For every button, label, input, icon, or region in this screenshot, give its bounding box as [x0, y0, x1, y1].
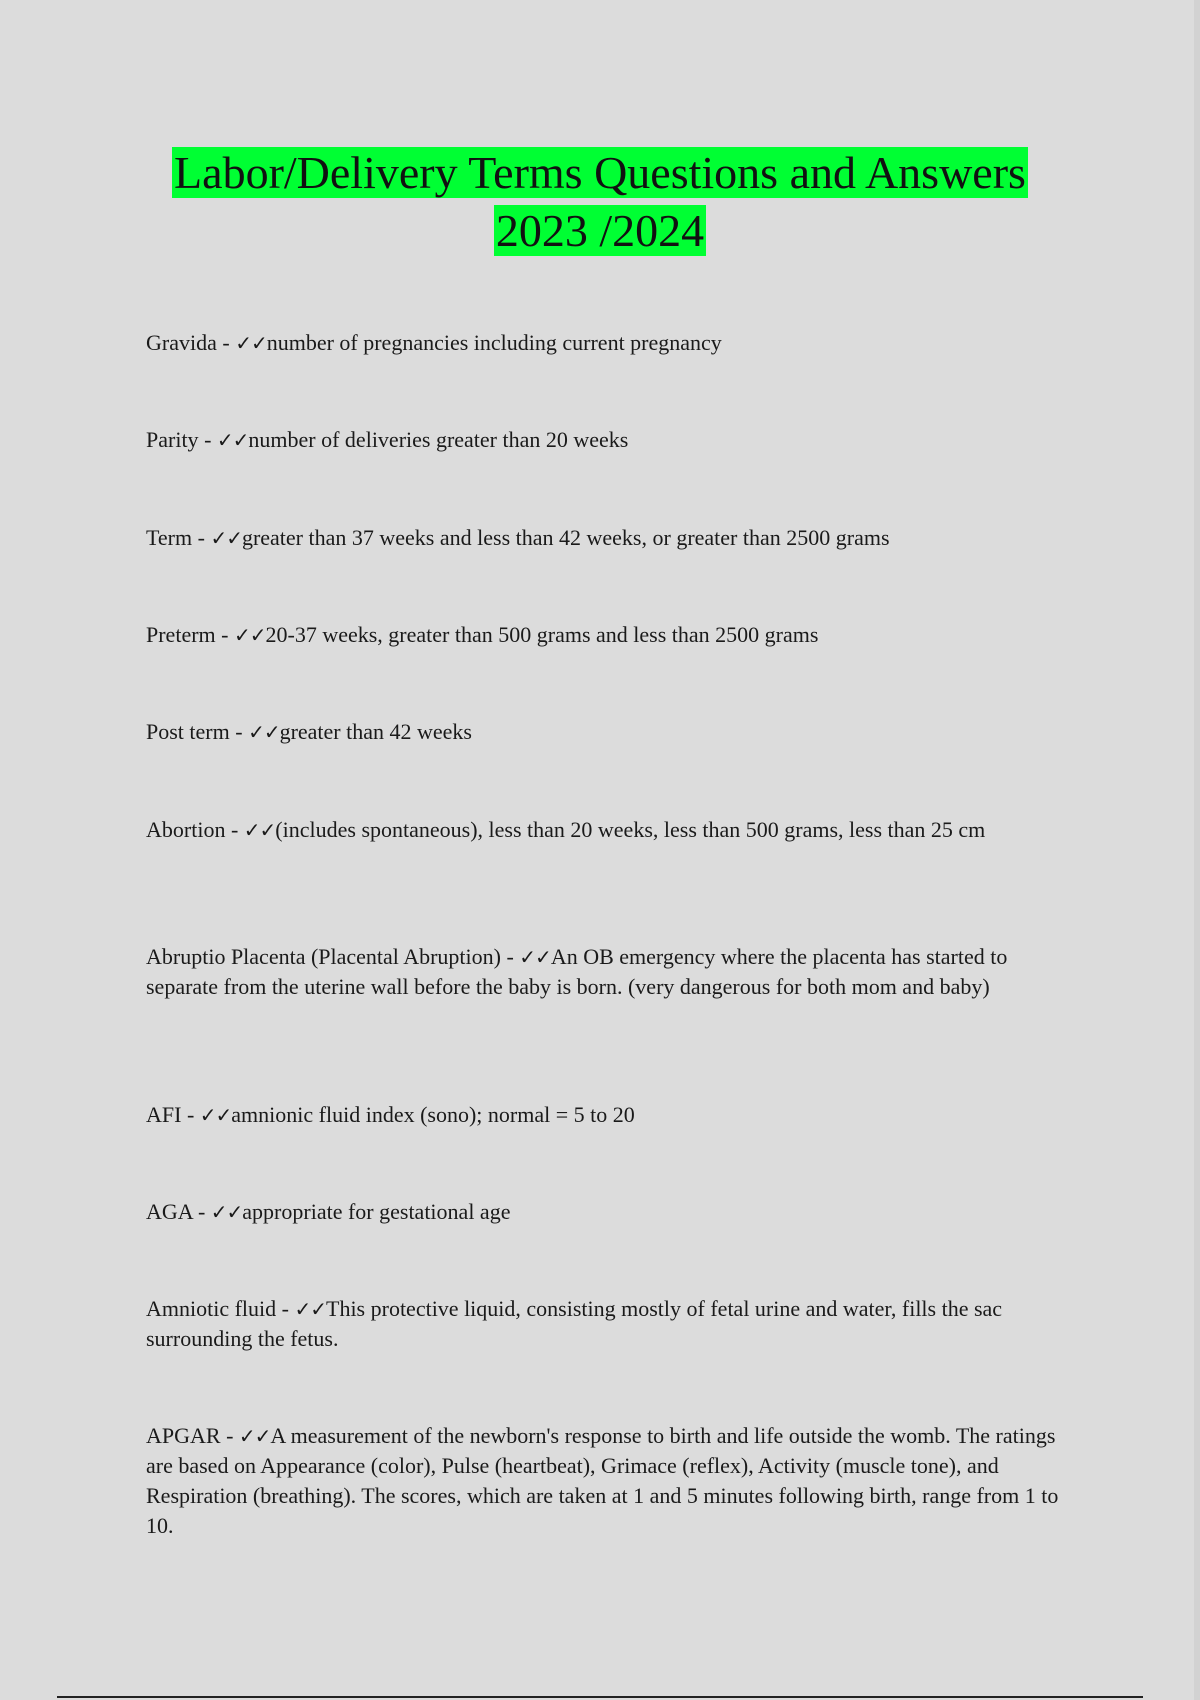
- term-name: Preterm: [146, 622, 216, 647]
- term-name: Amniotic fluid: [146, 1296, 277, 1321]
- double-check-icon: ✓✓: [216, 428, 249, 452]
- double-check-icon: ✓✓: [238, 1424, 271, 1448]
- term-name: Abortion: [146, 817, 226, 842]
- double-check-icon: ✓✓: [243, 818, 276, 842]
- double-check-icon: ✓✓: [199, 1103, 232, 1127]
- term-name: AFI: [146, 1102, 182, 1127]
- term-definition: amnionic fluid index (sono); normal = 5 to 20: [231, 1102, 635, 1127]
- term-entry: APGAR - ✓✓A measurement of the newborn's response to birth and life outside the womb. The ratings are based on Appearance (color), Pulse (heartbeat), Grimace (reflex), Activity (muscle tone), and Respiration (breathing). The scores, which are taken at 1 and 5 minutes following birth, range from 1 to 10.: [146, 1423, 1059, 1538]
- term-definition: A measurement of the newborn's response to birth and life outside the womb. The ratings are based on Appearance (color), Pulse (heartbeat), Grimace (reflex), Activity (muscle tone), and Respiration (breathing). The scores, which are taken at 1 and 5 minutes following birth, range from 1 to 10.: [146, 1423, 1059, 1538]
- term-entry: Post term - ✓✓greater than 42 weeks: [146, 719, 472, 744]
- term-definition: greater than 37 weeks and less than 42 weeks, or greater than 2500 grams: [241, 525, 890, 550]
- double-check-icon: ✓✓: [233, 623, 266, 647]
- term-name: Post term: [146, 719, 230, 744]
- term-entry: Abruptio Placenta (Placental Abruption) - ✓✓An OB emergency where the placenta has started to separate from the uterine wall before the baby is born. (very dangerous for both mom and baby): [146, 944, 1008, 999]
- double-check-icon: ✓✓: [210, 526, 242, 550]
- double-check-icon: ✓✓: [519, 945, 551, 969]
- term-name: Parity: [146, 427, 199, 452]
- double-check-icon: ✓✓: [248, 720, 280, 744]
- term-name: Term: [146, 525, 193, 550]
- term-entry: Amniotic fluid - ✓✓This protective liquid, consisting mostly of fetal urine and water, fills the sac surrounding the fetus.: [146, 1296, 1003, 1351]
- double-check-icon: ✓✓: [294, 1297, 326, 1321]
- term-entry: Gravida - ✓✓number of pregnancies including current pregnancy: [146, 330, 722, 355]
- double-check-icon: ✓✓: [235, 331, 267, 355]
- term-entry: Term - ✓✓greater than 37 weeks and less than 42 weeks, or greater than 2500 grams: [146, 525, 890, 550]
- double-check-icon: ✓✓: [210, 1200, 243, 1224]
- term-name: Gravida: [146, 330, 217, 355]
- term-entry: AFI - ✓✓amnionic fluid index (sono); normal = 5 to 20: [146, 1102, 635, 1127]
- bottom-divider: [57, 1696, 1143, 1698]
- term-entry: Parity - ✓✓number of deliveries greater than 20 weeks: [146, 427, 629, 452]
- term-definition: This protective liquid, consisting mostly of fetal urine and water, fills the sac surrounding the fetus.: [146, 1296, 1003, 1351]
- term-name: AGA: [146, 1199, 193, 1224]
- term-definition: number of pregnancies including current pregnancy: [266, 330, 722, 355]
- term-entry: AGA - ✓✓appropriate for gestational age: [146, 1199, 511, 1224]
- title-line-1: Labor/Delivery Terms Questions and Answers: [174, 147, 1026, 198]
- title-line-2: 2023 /2024: [495, 205, 705, 256]
- term-definition: (includes spontaneous), less than 20 weeks, less than 500 grams, less than 25 cm: [275, 817, 986, 842]
- term-definition: greater than 42 weeks: [279, 719, 472, 744]
- term-entry: Preterm - ✓✓20-37 weeks, greater than 500 grams and less than 2500 grams: [146, 622, 819, 647]
- term-definition: number of deliveries greater than 20 weeks: [248, 427, 629, 452]
- term-definition: 20-37 weeks, greater than 500 grams and less than 2500 grams: [265, 622, 819, 647]
- term-entry: Abortion - ✓✓(includes spontaneous), less than 20 weeks, less than 500 grams, less than 25 cm: [146, 817, 986, 842]
- term-name: APGAR: [146, 1423, 221, 1448]
- term-definition: appropriate for gestational age: [242, 1199, 511, 1224]
- term-definition: An OB emergency where the placenta has started to separate from the uterine wall before the baby is born. (very dangerous for both mom and baby): [146, 944, 1008, 999]
- term-name: Abruptio Placenta (Placental Abruption): [146, 944, 501, 969]
